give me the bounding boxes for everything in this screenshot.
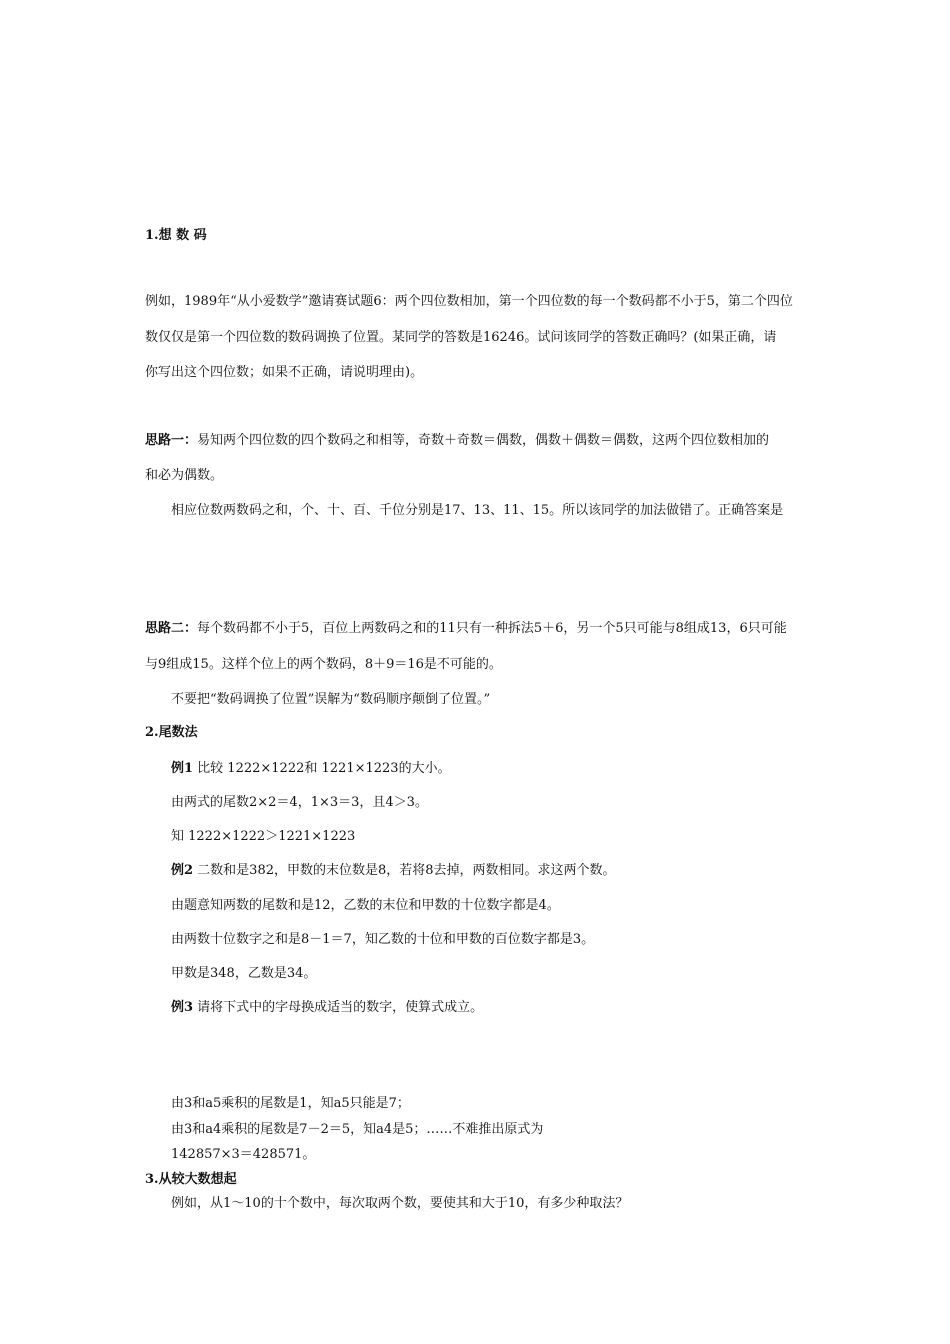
idea2-text: 每个数码都不小于5，百位上两数码之和的11只有一种拆法5＋6，另一个5只可能与8组成13，6只可能 bbox=[197, 621, 787, 636]
idea1-line-3: 相应位数两数码之和，个、十、百、千位分别是17、13、11、15。所以该同学的加法做错了。正确答案是 bbox=[171, 503, 784, 518]
ex2-line-2: 由题意知两数的尾数和是12，乙数的末位和甲数的十位数字都是4。 bbox=[171, 898, 560, 913]
idea1-line-2: 和必为偶数。 bbox=[145, 468, 224, 483]
idea1-label: 思路一： bbox=[145, 433, 198, 448]
ex1-text: 比较 1222×1222和 1221×1223的大小。 bbox=[193, 761, 451, 776]
ex1-label: 例1 bbox=[171, 761, 194, 776]
ex2-text: 二数和是382，甲数的末位数是8，若将8去掉，两数相同。求这两个数。 bbox=[193, 863, 616, 878]
ex3-line-3: 由3和a4乘积的尾数是7－2＝5，知a4是5；……不难推出原式为 bbox=[171, 1122, 544, 1137]
idea2-label: 思路二： bbox=[145, 621, 198, 636]
ex2-label: 例2 bbox=[171, 863, 194, 878]
section-title-1: 1.想 数 码 bbox=[145, 228, 207, 243]
ex2-line-3: 由两数十位数字之和是8－1＝7，知乙数的十位和甲数的百位数字都是3。 bbox=[171, 932, 595, 947]
ex3-line-4: 142857×3＝428571。 bbox=[171, 1147, 316, 1162]
idea1-line-1 bbox=[145, 432, 769, 450]
section-title-2: 2.尾数法 bbox=[145, 725, 198, 740]
ex2-line-1 bbox=[171, 862, 616, 880]
ex1-line-1 bbox=[171, 760, 451, 778]
ex3-text: 请将下式中的字母换成适当的数字，使算式成立。 bbox=[193, 1000, 484, 1015]
idea2-line-3: 不要把“数码调换了位置”误解为“数码顺序颠倒了位置。” bbox=[171, 692, 491, 707]
example-line-2: 数仅仅是第一个四位数的数码调换了位置。某同学的答数是16246。试问该同学的答数正确吗？(如果正确，请 bbox=[145, 330, 777, 345]
ex3-line-2: 由3和a5乘积的尾数是1，知a5只能是7； bbox=[171, 1096, 410, 1111]
s3-example-line: 例如，从1～10的十个数中，每次取两个数，要使其和大于10，有多少种取法？ bbox=[171, 1196, 629, 1211]
idea2-line-1 bbox=[145, 620, 787, 638]
ex2-line-4: 甲数是348，乙数是34。 bbox=[171, 966, 317, 981]
ex1-line-2: 由两式的尾数2×2＝4，1×3＝3，且4＞3。 bbox=[171, 795, 428, 810]
idea1-text: 易知两个四位数的四个数码之和相等，奇数＋奇数＝偶数，偶数＋偶数＝偶数，这两个四位数相加的 bbox=[197, 433, 770, 448]
ex1-line-3: 知 1222×1222＞1221×1223 bbox=[171, 829, 356, 844]
example-line-3: 你写出这个四位数；如果不正确，请说明理由)。 bbox=[145, 365, 424, 380]
idea2-line-2: 与9组成15。这样个位上的两个数码，8＋9＝16是不可能的。 bbox=[145, 657, 502, 672]
ex3-label: 例3 bbox=[171, 1000, 194, 1015]
example-line-1: 例如，1989年“从小爱数学”邀请赛试题6：两个四位数相加，第一个四位数的每一个数码都不小于5，第二个四位 bbox=[145, 294, 793, 309]
section-title-3: 3.从较大数想起 bbox=[145, 1172, 237, 1187]
ex3-line-1 bbox=[171, 999, 483, 1017]
